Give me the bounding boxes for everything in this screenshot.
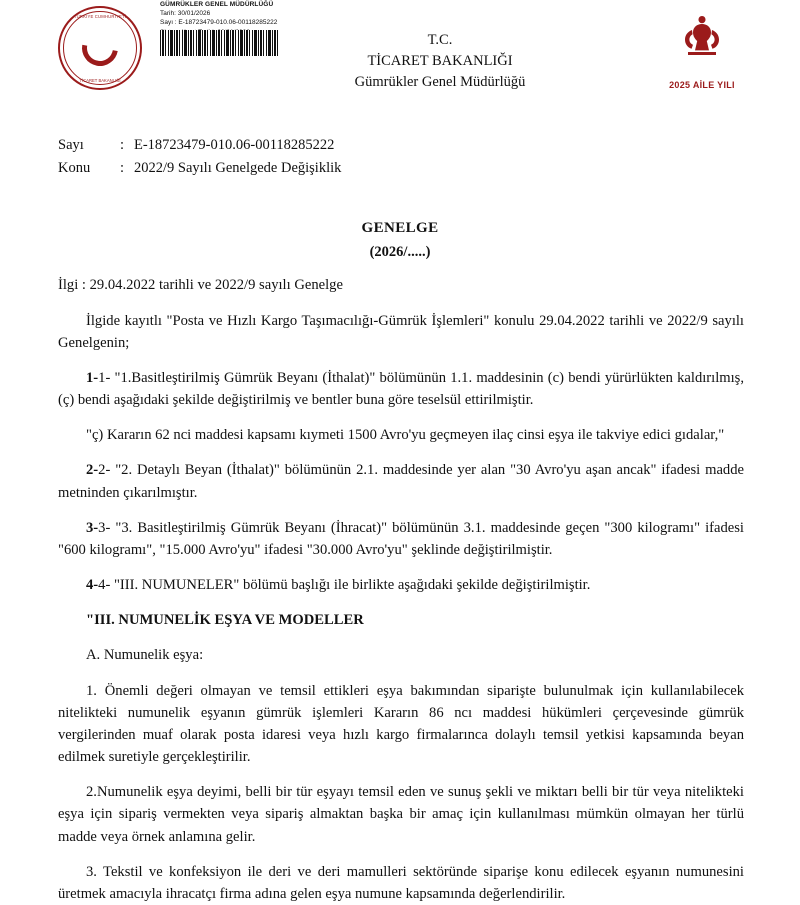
paragraph-item-4: [58, 574, 744, 596]
konu-label: Konu: [58, 160, 91, 177]
item-4-text: 4- "III. NUMUNELER" bölümü başlığı ile birlikte aşağıdaki şekilde değiştirilmiştir.: [98, 577, 591, 594]
sayi-label: Sayı: [58, 137, 84, 153]
section-heading-numunelik: "III. NUMUNELİK EŞYA VE MODELLER: [86, 612, 364, 629]
paragraph-item-3: [58, 517, 744, 561]
item-1-prefix: 1-: [86, 369, 99, 386]
item-3-text: 3- "3. Basitleştirilmiş Gümrük Beyanı (İhracat)" bölümünün 3.1. maddesinde geçen "300 kilogramı" ifadesi "600 kilogramı", "15.000 Avro'yu" ifadesi "30.000 Avro'yu" şeklinde değiştirilmiştir.: [58, 519, 744, 558]
item-4-prefix: 4-: [86, 577, 99, 594]
paragraph-intro: İlgide kayıtlı "Posta ve Hızlı Kargo Taşımacılığı-Gümrük İşlemleri" konulu 29.04.2022 tarihli ve 2022/9 sayılı Genelgenin;: [58, 312, 744, 351]
item-3-prefix: 3-: [86, 519, 99, 536]
ministry-emblem-icon: [58, 6, 142, 90]
title-line-tc: T.C.: [427, 32, 453, 48]
document-header: [0, 0, 800, 108]
sayi-separator: :: [120, 137, 125, 153]
emblem-bottom-text: TİCARET BAKANLIĞI: [79, 78, 121, 83]
registration-number: Sayı : E-18723479-010.06-00118285222: [160, 19, 278, 27]
item-2-prefix: 2-: [86, 462, 99, 479]
registration-date: Tarih: 30/01/2026: [160, 10, 211, 18]
meta-row-sayi: [58, 134, 800, 157]
meta-row-konu: [58, 157, 800, 180]
sayi-value: E-18723479-010.06-00118285222: [134, 137, 335, 153]
registration-office: GÜMRÜKLER GENEL MÜDÜRLÜĞÜ: [160, 1, 274, 8]
paragraph-item-1: [58, 367, 744, 411]
tulip-figure-icon: [674, 14, 730, 64]
paragraph-item-1-c: "ç) Kararın 62 nci maddesi kapsamı kıymeti 1500 Avro'yu geçmeyen ilaç cinsi eşya ile takviye edici gıdalar,": [86, 427, 725, 444]
family-year-emblem-icon: [656, 8, 748, 92]
konu-value: 2022/9 Sayılı Genelgede Değişiklik: [134, 160, 342, 177]
document-subtitle: (2026/.....): [369, 244, 431, 261]
title-line-ministry: TİCARET BAKANLIĞI: [367, 53, 513, 70]
emblem-top-text: TÜRKİYE CUMHURİYETİ: [73, 14, 127, 19]
barcode-image: [160, 30, 280, 56]
document-title: GENELGE: [361, 220, 439, 237]
paragraph-item-2: [58, 459, 744, 503]
reference-line: İlgi : 29.04.2022 tarihli ve 2022/9 sayılı Genelge: [58, 277, 343, 294]
family-year-label: 2025 AİLE YILI: [669, 80, 735, 90]
item-1-text: 1- "1.Basitleştirilmiş Gümrük Beyanı (İthalat)" bölümünün 1.1. maddesinin (c) bendi yürürlükten kaldırılmış, (ç) bendi aşağıdaki şekilde değiştirilmiş ve bentler buna göre teselsül ettirilmiştir.: [58, 369, 744, 409]
document-meta: [58, 134, 800, 180]
item-2-text: 2- "2. Detaylı Beyan (İthalat)" bölümünün 2.1. maddesinde yer alan "30 Avro'yu aşan ancak" ifadesi madde metninden çıkarılmıştır.: [58, 462, 744, 501]
document-body: [58, 274, 744, 905]
title-line-directorate: Gümrükler Genel Müdürlüğü: [354, 74, 526, 91]
subsection-a-label: A. Numunelik eşya:: [86, 647, 204, 664]
paragraph-a-2: 2.Numunelik eşya deyimi, belli bir tür eşyayı temsil eden ve sunuş şekli ve miktarı belli bir tür veya nitelikteki eşya için sipariş vermekten veya sipariş almaktan başka bir amaç için kullanılması mümkün olmayan her türlü madde veya örnek anlamına gelir.: [58, 784, 744, 845]
konu-separator: :: [120, 160, 125, 177]
ministry-title-block: [280, 30, 600, 93]
paragraph-a-3: 3. Tekstil ve konfeksiyon ile deri ve deri mamulleri sektöründe siparişe konu edilecek eşyanın numunesini üretmek amacıyla ihracatçı firma adına gelen eşya numune kapsamında değerlendirilir.: [58, 863, 744, 902]
paragraph-a-1: 1. Önemli değeri olmayan ve temsil ettikleri eşya bakımından siparişte bulunulmak için kullanılabilecek nitelikteki numunelik eşyanın gümrük işlemleri Kararın 86 ncı maddesi hükümleri çerçevesinde gümrük vergilerinden muaf olarak posta idaresi veya hızlı kargo firmalarınca dolaylı temsil yetkisi kapsamında beyan edilmek suretiyle gerçekleştirilir.: [58, 682, 744, 766]
